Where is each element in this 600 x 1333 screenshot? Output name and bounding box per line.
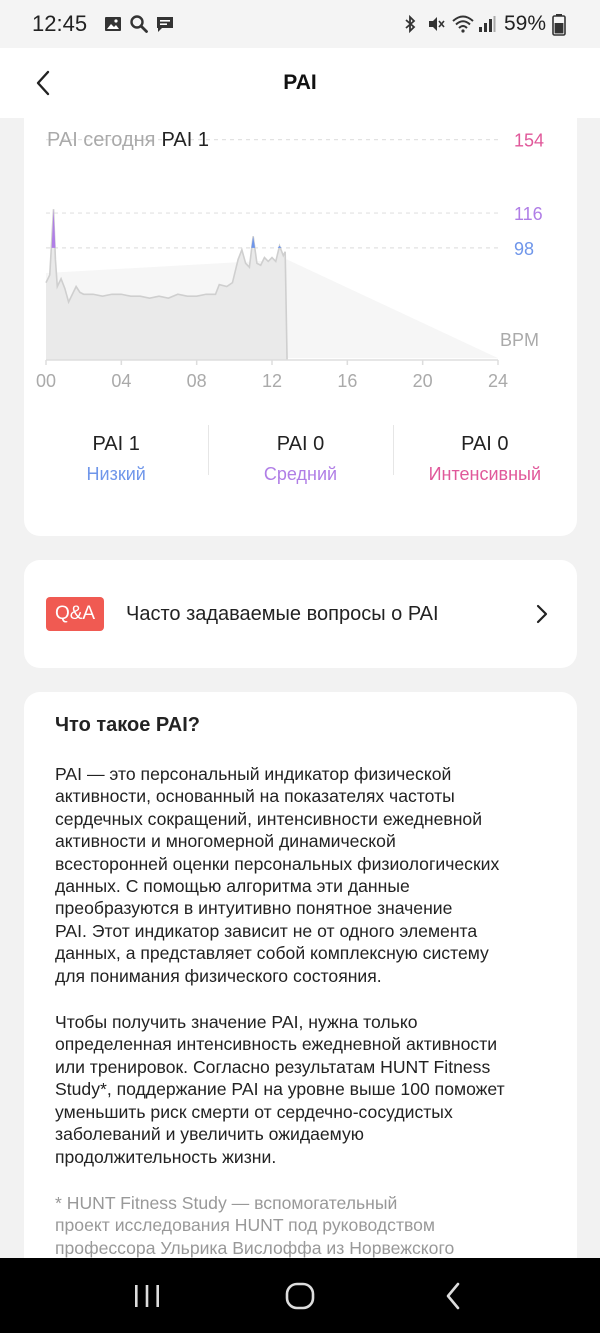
pai-stats (24, 425, 577, 485)
threshold-label: 98 (514, 238, 535, 259)
recent-apps-button[interactable] (117, 1266, 177, 1326)
paragraph-line: PAI. Этот индикатор зависит не от одного элемента (55, 920, 478, 941)
x-tick-label: 08 (186, 371, 207, 391)
status-bar (0, 0, 600, 48)
footnote-line: * HUNT Fitness Study — вспомогательный (55, 1192, 398, 1213)
battery-icon (552, 14, 572, 34)
paragraph-line: данных. С помощью алгоритма эти данные (55, 876, 410, 897)
pai-today (47, 129, 209, 152)
x-tick-label: 00 (35, 371, 57, 391)
message-icon (155, 14, 175, 34)
paragraph-line: Чтобы получить значение PAI, нужна только (55, 1012, 418, 1033)
paragraph-line: сердечных сокращений, интенсивности ежедневной (55, 808, 483, 829)
home-button[interactable] (270, 1266, 330, 1326)
paragraph-line: уменьшить риск смерти от сердечно-сосудистых (55, 1101, 453, 1122)
search-icon (129, 14, 149, 34)
heart-rate-chart (24, 118, 577, 398)
chevron-right-icon (527, 599, 557, 629)
pai-stat-label: Средний (263, 464, 338, 484)
paragraph-line: данных, а представляет собой комплексную систему (55, 943, 489, 964)
paragraph-line: заболеваний и увеличить ожидаемую (55, 1124, 364, 1145)
x-tick-label: 04 (111, 371, 132, 391)
pai-stat-value: PAI 0 (461, 433, 509, 455)
chevron-left-icon (33, 69, 53, 97)
unit-label: BPM (500, 330, 540, 350)
pai-today-value: PAI 1 (161, 129, 209, 151)
paragraph-line: для понимания физического состояния. (55, 965, 382, 986)
paragraph-line: или тренировок. Согласно результатам HUNT Fitness (55, 1056, 491, 1077)
info-footnote (55, 1192, 545, 1258)
faq-link[interactable] (24, 560, 577, 668)
mute-icon (426, 14, 446, 34)
paragraph-line: активности, основанный на показателях частоты (55, 786, 455, 807)
what-is-pai-card (24, 692, 577, 1258)
paragraph-line: продолжительность жизни. (55, 1146, 277, 1167)
paragraph-line: всесторонней оценки персональных физиологических (55, 853, 500, 874)
faq-label: Часто задаваемые вопросы о PAI (126, 602, 439, 625)
threshold-label: 154 (514, 130, 545, 151)
system-back-button[interactable] (423, 1266, 483, 1326)
paragraph-line: определенная интенсивность ежедневной активности (55, 1034, 498, 1055)
signal-icon (478, 14, 498, 34)
status-time: 12:45 (32, 11, 88, 36)
pai-stat-medium (208, 425, 392, 485)
wifi-icon (452, 14, 472, 34)
recents-icon (132, 1283, 162, 1309)
pai-today-label: PAI сегодня (47, 129, 156, 151)
footnote-line: проект исследования HUNT под руководством (55, 1215, 436, 1236)
qa-badge: Q&A (46, 597, 104, 631)
paragraph-line: Study*, поддержание PAI на уровне выше 100 поможет (55, 1079, 505, 1100)
pai-stat-low (24, 425, 208, 485)
pai-stat-label: Интенсивный (428, 464, 542, 484)
home-icon (284, 1281, 316, 1311)
page-title: PAI (283, 71, 317, 94)
pai-chart-card (24, 118, 577, 536)
x-tick-label: 16 (337, 371, 358, 391)
pai-stat-value: PAI 0 (276, 433, 325, 455)
paragraph-line: преобразуются в интуитивно понятное значение (55, 898, 453, 919)
paragraph-line: активности и многомерной динамической (55, 831, 396, 852)
info-title: Что такое PAI? (55, 714, 200, 736)
info-paragraph-1 (55, 763, 545, 987)
threshold-label: 116 (514, 204, 543, 225)
info-paragraph-2 (55, 1011, 545, 1168)
system-nav-bar (0, 1258, 600, 1333)
footnote-line: профессора Ульрика Вислоффа из Норвежского (55, 1237, 455, 1258)
app-bar (0, 48, 600, 118)
x-tick-label: 12 (261, 371, 283, 391)
x-tick-label: 24 (487, 371, 509, 391)
peak-low (278, 246, 282, 248)
bluetooth-icon (400, 14, 420, 34)
gallery-icon (103, 14, 123, 34)
pai-stat-value: PAI 1 (92, 433, 140, 455)
battery-percent: 59% (503, 12, 546, 35)
content-scroll[interactable] (0, 118, 600, 1258)
back-button[interactable] (26, 66, 60, 100)
pai-stat-label: Низкий (86, 464, 146, 484)
pai-stat-high (393, 425, 577, 485)
back-arrow-icon (443, 1281, 463, 1311)
paragraph-line: PAI — это персональный индикатор физической (55, 764, 452, 784)
x-tick-label: 20 (412, 371, 433, 391)
